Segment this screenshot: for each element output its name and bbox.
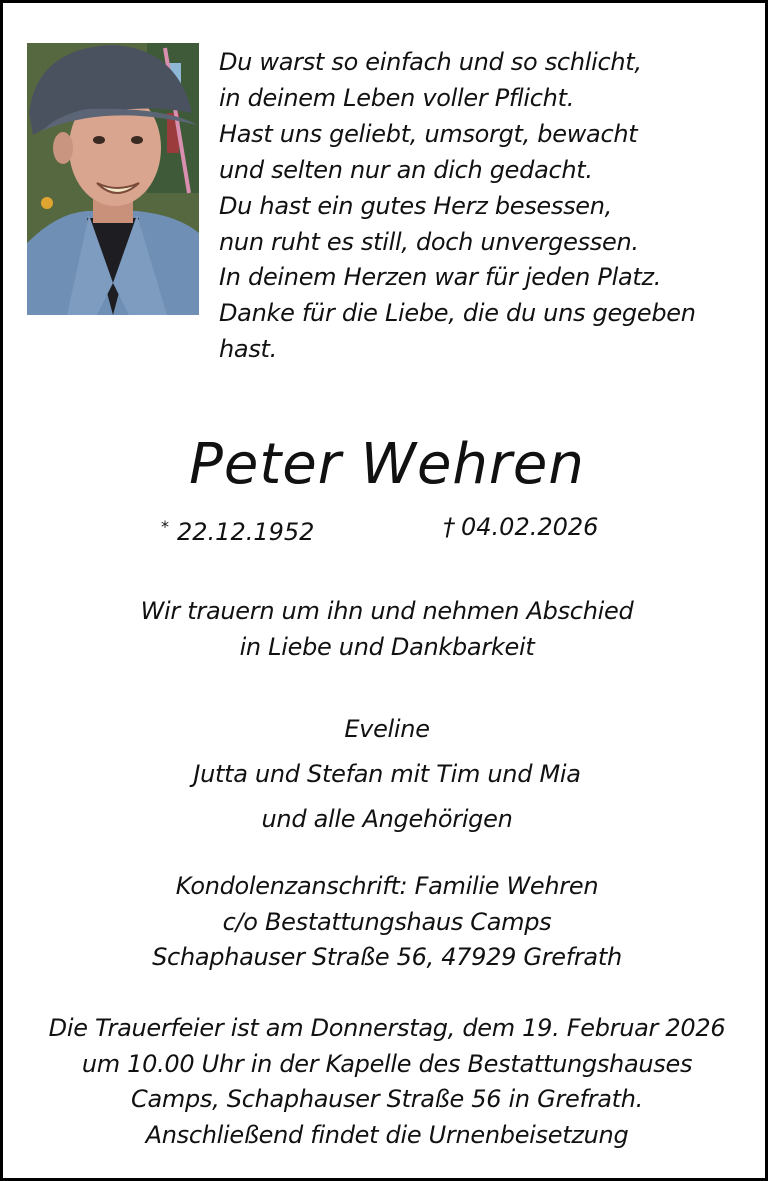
poem-line: hast. [219, 335, 277, 364]
poem [219, 45, 739, 368]
death-date-group [443, 511, 598, 543]
address-line: Kondolenzanschrift: Familie Wehren [175, 872, 599, 900]
address-line: Schaphauser Straße 56, 47929 Grefrath [152, 943, 622, 971]
birth-date: 22.12.1952 [177, 518, 315, 546]
mourning-statement [3, 593, 768, 665]
poem-line: Du hast ein gutes Herz besessen, [219, 191, 612, 220]
poem-line: in deinem Leben voller Pflicht. [219, 83, 575, 112]
birth-star-icon: * [161, 517, 169, 536]
deceased-name: Peter Wehren [189, 432, 585, 497]
family-line: Eveline [344, 715, 430, 743]
service-line: Anschließend findet die Urnenbeisetzung [145, 1120, 629, 1149]
family-line: und alle Angehörigen [261, 805, 513, 833]
address-line: c/o Bestattungshaus Camps [222, 907, 552, 936]
portrait-image [27, 43, 199, 315]
poem-line: Danke für die Liebe, die du uns gegeben [219, 299, 696, 328]
poem-line: Hast uns geliebt, umsorgt, bewacht [219, 119, 638, 148]
poem-line: nun ruht es still, doch unvergessen. [219, 227, 639, 256]
mourning-line: Wir trauern um ihn und nehmen Abschied [140, 597, 634, 625]
service-line: um 10.00 Uhr in der Kapelle des Bestattungshauses [81, 1049, 693, 1078]
service-line: Die Trauerfeier ist am Donnerstag, dem 19. Februar 2026 [48, 1014, 726, 1042]
mourning-line: in Liebe und Dankbarkeit [239, 633, 535, 661]
family-line: Jutta und Stefan mit Tim und Mia [193, 760, 581, 788]
poem-line: und selten nur an dich gedacht. [219, 155, 593, 184]
death-cross-icon: † [443, 513, 455, 541]
poem-line: Du warst so einfach und so schlicht, [219, 48, 642, 76]
family-signatures [3, 707, 768, 842]
poem-line: In deinem Herzen war für jeden Platz. [219, 263, 662, 292]
service-line: Camps, Schaphauser Straße 56 in Grefrath. [131, 1085, 643, 1113]
funeral-service-info [3, 1011, 768, 1153]
birth-date-group [161, 511, 314, 548]
portrait-photo [27, 43, 199, 315]
death-date: 04.02.2026 [461, 513, 599, 541]
condolence-address [3, 869, 768, 976]
